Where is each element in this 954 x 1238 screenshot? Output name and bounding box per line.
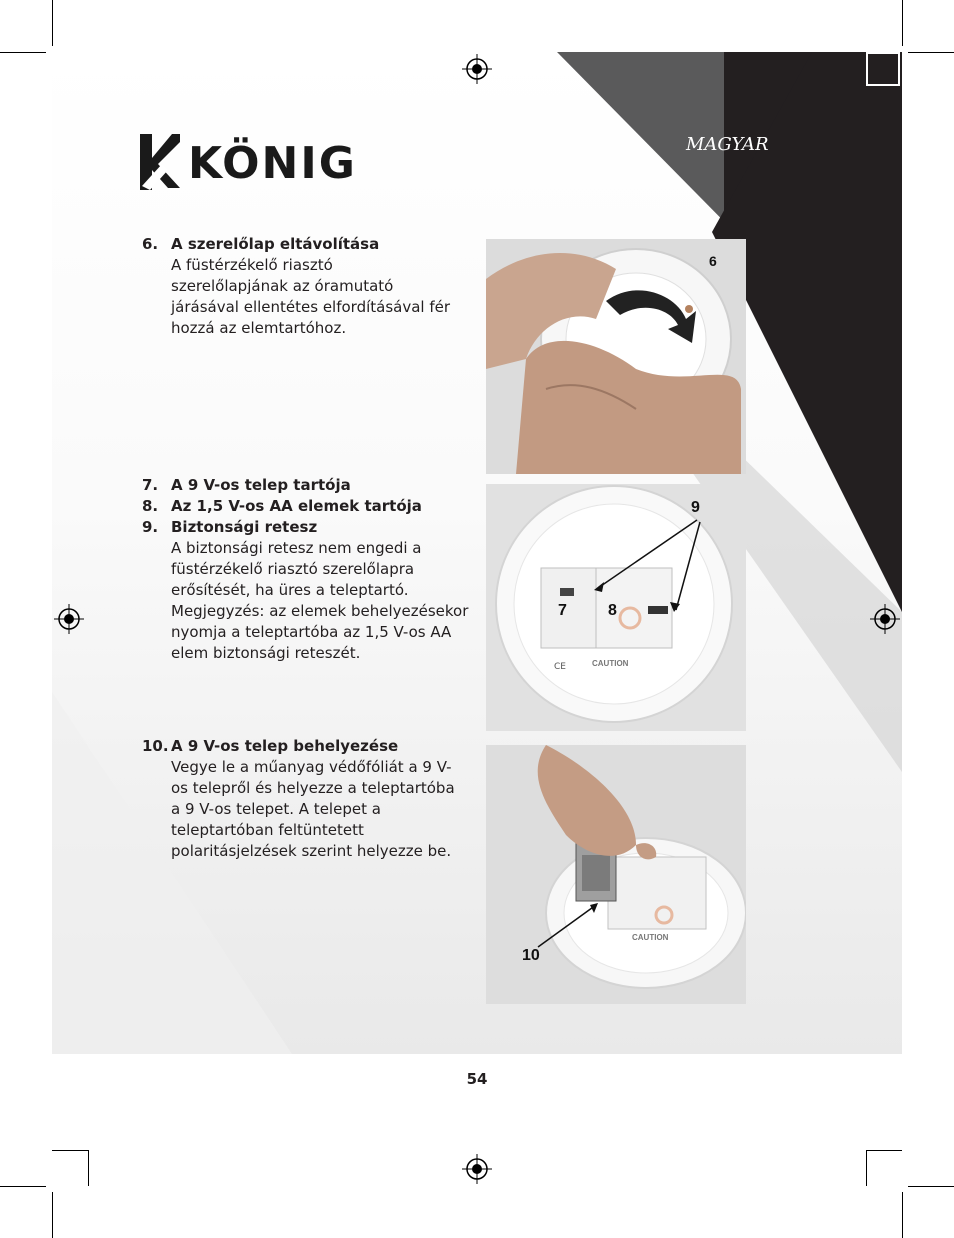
- crop-mark: [52, 1150, 88, 1151]
- instruction-item: [142, 234, 482, 339]
- instruction-section-3: [142, 736, 482, 862]
- corner-box: [866, 52, 900, 86]
- registration-mark-icon: [462, 1154, 492, 1184]
- page-number: 54: [466, 1070, 488, 1088]
- crop-mark: [52, 0, 53, 46]
- item-number: 7.: [142, 476, 159, 494]
- battery-insertion-illustration: [486, 745, 746, 1004]
- caution-label: CAUTION: [632, 933, 669, 942]
- item-heading: Az 1,5 V-os AA elemek tartója: [171, 497, 422, 515]
- instruction-item: [142, 496, 482, 517]
- instruction-section-2: [142, 475, 482, 664]
- crop-mark: [866, 1150, 867, 1186]
- crop-mark: [902, 1192, 903, 1238]
- crop-mark: [908, 1186, 954, 1187]
- item-heading: A 9 V-os telep tartója: [171, 476, 351, 494]
- photo-remove-mounting-plate: [486, 239, 746, 474]
- crop-mark: [866, 1150, 902, 1151]
- item-number: 6.: [142, 235, 159, 253]
- crop-mark: [902, 0, 903, 46]
- callout-7: 7: [558, 602, 567, 619]
- callout-6: 6: [709, 253, 717, 269]
- callout-8: 8: [608, 602, 617, 619]
- smoke-detector-rotation-illustration: [486, 239, 746, 474]
- brand-logo: [140, 134, 357, 190]
- svg-text:CE: CE: [554, 662, 566, 672]
- item-number: 8.: [142, 497, 159, 515]
- instruction-item: [142, 475, 482, 496]
- brand-wordmark: KÖNIG: [188, 138, 357, 189]
- photo-insert-9v-battery: [486, 745, 746, 1004]
- registration-mark-icon: [54, 604, 84, 634]
- item-body: A füstérzékelő riasztó szerelőlapjának az óramutató járásával ellentétes elfordításával fér hozzá az elemtartóhoz.: [171, 256, 451, 337]
- crop-mark: [52, 1192, 53, 1238]
- item-heading: A szerelőlap eltávolítása: [171, 235, 380, 253]
- photo-battery-holders: [486, 484, 746, 731]
- crop-mark: [0, 52, 46, 53]
- language-label: MAGYAR: [686, 134, 769, 155]
- caution-label: CAUTION: [592, 659, 629, 668]
- registration-mark-icon: [462, 54, 492, 84]
- konig-k-mark-icon: [140, 134, 180, 190]
- registration-mark-icon: [870, 604, 900, 634]
- crop-mark: [908, 52, 954, 53]
- item-number: 10.: [142, 737, 169, 755]
- crop-mark: [88, 1150, 89, 1186]
- item-heading: Biztonsági retesz: [171, 518, 318, 536]
- instruction-item: [142, 736, 482, 862]
- item-body: Vegye le a műanyag védőfóliát a 9 V-os telepről és helyezze a teleptartóba a 9 V-os telepet. A telepet a teleptartóban feltüntetett polaritásjelzések szerint helyezze be.: [171, 758, 455, 860]
- item-number: 9.: [142, 518, 159, 536]
- item-body: A biztonsági retesz nem engedi a füstérzékelő riasztó szerelőlapra erősítését, ha üres a teleptartó. Megjegyzés: az elemek behelyezésekor nyomja a teleptartóba az 1,5 V-os AA elem biztonsági reteszét.: [171, 539, 469, 662]
- crop-mark: [0, 1186, 46, 1187]
- callout-9: 9: [691, 499, 700, 516]
- instruction-item: [142, 517, 482, 664]
- callout-10: 10: [522, 947, 540, 964]
- instruction-section-1: [142, 234, 482, 339]
- item-heading: A 9 V-os telep behelyezése: [171, 737, 399, 755]
